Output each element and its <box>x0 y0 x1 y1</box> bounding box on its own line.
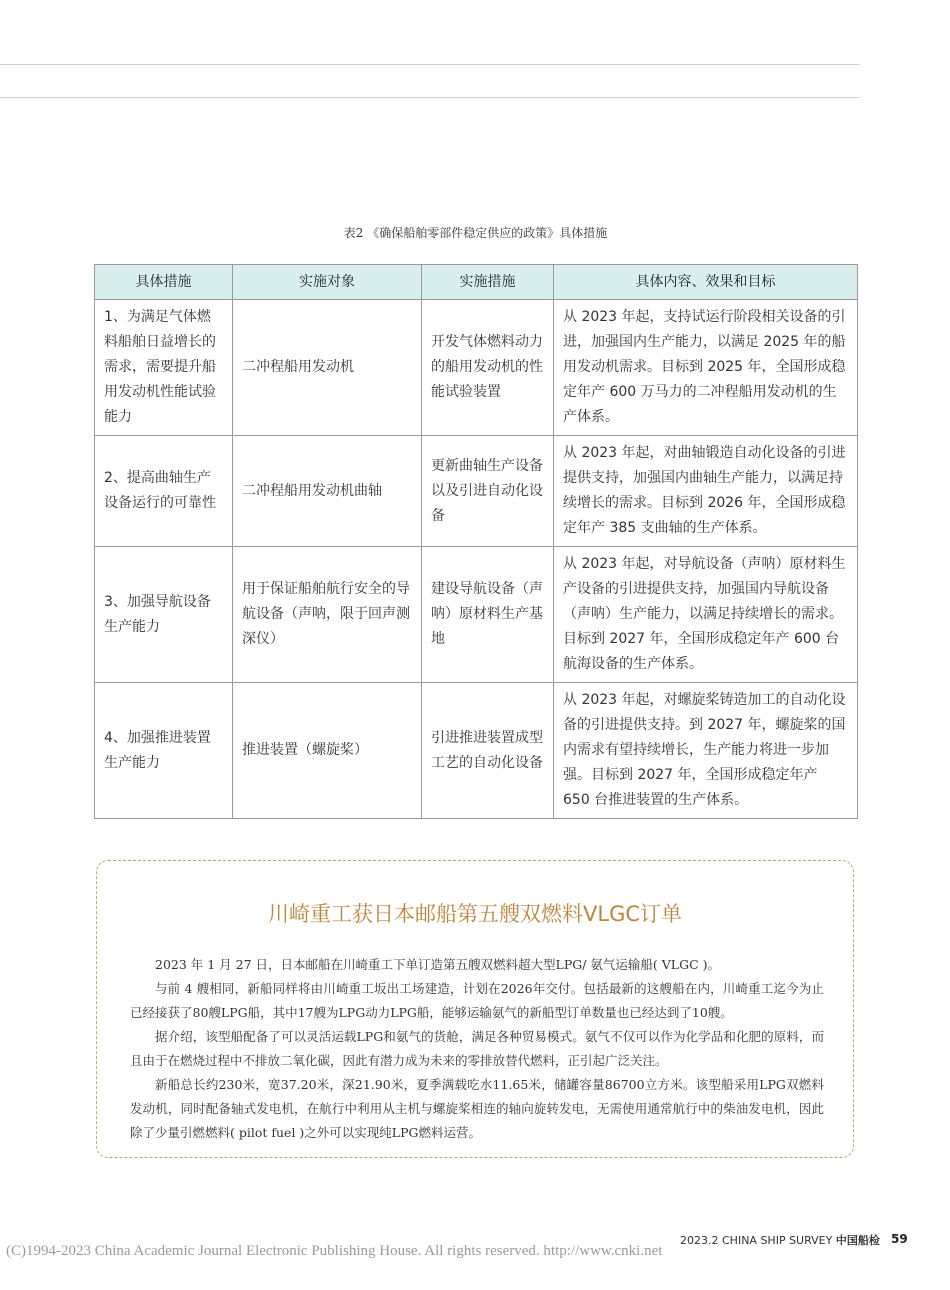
news-title: 川崎重工获日本邮船第五艘双燃料VLGC订单 <box>268 902 682 926</box>
table-row <box>95 436 858 547</box>
cell-measure: 3、加强导航设备生产能力 <box>95 547 233 683</box>
header-action: 实施措施 <box>422 265 554 300</box>
cell-action: 开发气体燃料动力的船用发动机的性能试验装置 <box>422 300 554 436</box>
second-rule <box>0 97 860 98</box>
header-measure: 具体措施 <box>95 265 233 300</box>
table-row <box>95 300 858 436</box>
journal-name-en: CHINA SHIP SURVEY <box>722 1234 833 1247</box>
policy-measures-table <box>94 264 858 819</box>
news-paragraph: 据介绍，该型船配备了可以灵活运载LPG和氨气的货舱，满足各种贸易模式。氨气不仅可以作为化学品和化肥的原料，而且由于在燃烧过程中不排放二氧化碳，因此有潜力成为未来的零排放替代燃料，正引起广泛关注。 <box>130 1029 824 1068</box>
cell-content: 从 2023 年起，对螺旋桨铸造加工的自动化设备的引进提供支持。到 2027 年，螺旋桨的国内需求有望持续增长，生产能力将进一步加强。目标到 2027 年，全国形成稳定年产 650 台推进装置的生产体系。 <box>554 683 858 819</box>
copyright-watermark: (C)1994-2023 China Academic Journal Electronic Publishing House. All rights reserved. http://www.cnki.net <box>6 1243 663 1259</box>
cell-measure: 4、加强推进装置生产能力 <box>95 683 233 819</box>
journal-name-cn: 中国船检 <box>835 1234 880 1247</box>
cell-measure: 1、为满足气体燃料船舶日益增长的需求，需要提升船用发动机性能试验能力 <box>95 300 233 436</box>
table-row <box>95 547 858 683</box>
table-caption: 表2 《确保船舶零部件稳定供应的政策》具体措施 <box>343 226 608 240</box>
cell-action: 引进推进装置成型工艺的自动化设备 <box>422 683 554 819</box>
cell-measure: 2、提高曲轴生产设备运行的可靠性 <box>95 436 233 547</box>
table-row <box>95 683 858 819</box>
issue-number: 2023.2 <box>680 1234 719 1247</box>
cell-target: 二冲程船用发动机曲轴 <box>233 436 422 547</box>
news-paragraph: 2023 年 1 月 27 日，日本邮船在川崎重工下单订造第五艘双燃料超大型LPG/ 氨气运输船( VLGC )。 <box>155 957 720 972</box>
cell-target: 推进装置（螺旋桨） <box>233 683 422 819</box>
header-target: 实施对象 <box>233 265 422 300</box>
cell-action: 建设导航设备（声呐）原材料生产基地 <box>422 547 554 683</box>
cell-content: 从 2023 年起，支持试运行阶段相关设备的引进，加强国内生产能力，以满足 2025 年的船用发动机需求。目标到 2025 年，全国形成稳定年产 600 万马力的二冲程船用发动机的生产体系。 <box>554 300 858 436</box>
news-paragraph: 与前 4 艘相同，新船同样将由川崎重工坂出工场建造，计划在2026年交付。包括最新的这艘船在内，川崎重工迄今为止已经接获了80艘LPG船，其中17艘为LPG动力LPG船，能够运输氨气的新船型订单数量也已经达到了10艘。 <box>130 981 824 1020</box>
news-paragraph: 新船总长约230米，宽37.20米，深21.90米，夏季满载吃水11.65米，储罐容量86700立方米。该型船采用LPG双燃料发动机，同时配备轴式发电机，在航行中利用从主机与螺旋桨相连的轴向旋转发电，无需使用通常航行中的柴油发电机，因此除了少量引燃燃料( pilot fuel )之外可以实现纯LPG燃料运营。 <box>130 1077 824 1140</box>
journal-footer <box>680 1232 880 1248</box>
news-body <box>130 953 824 1145</box>
cell-content: 从 2023 年起，对曲轴锻造自动化设备的引进提供支持，加强国内曲轴生产能力，以满足持续增长的需求。目标到 2026 年，全国形成稳定年产 385 支曲轴的生产体系。 <box>554 436 858 547</box>
cell-target: 用于保证船舶航行安全的导航设备（声呐，限于回声测深仪） <box>233 547 422 683</box>
table-header-row <box>95 265 858 300</box>
page-number: 59 <box>891 1232 908 1246</box>
header-content: 具体内容、效果和目标 <box>554 265 858 300</box>
cell-target: 二冲程船用发动机 <box>233 300 422 436</box>
cell-action: 更新曲轴生产设备以及引进自动化设备 <box>422 436 554 547</box>
top-rule <box>0 64 860 65</box>
cell-content: 从 2023 年起，对导航设备（声呐）原材料生产设备的引进提供支持，加强国内导航设备（声呐）生产能力，以满足持续增长的需求。目标到 2027 年，全国形成稳定年产 600 台航海设备的生产体系。 <box>554 547 858 683</box>
